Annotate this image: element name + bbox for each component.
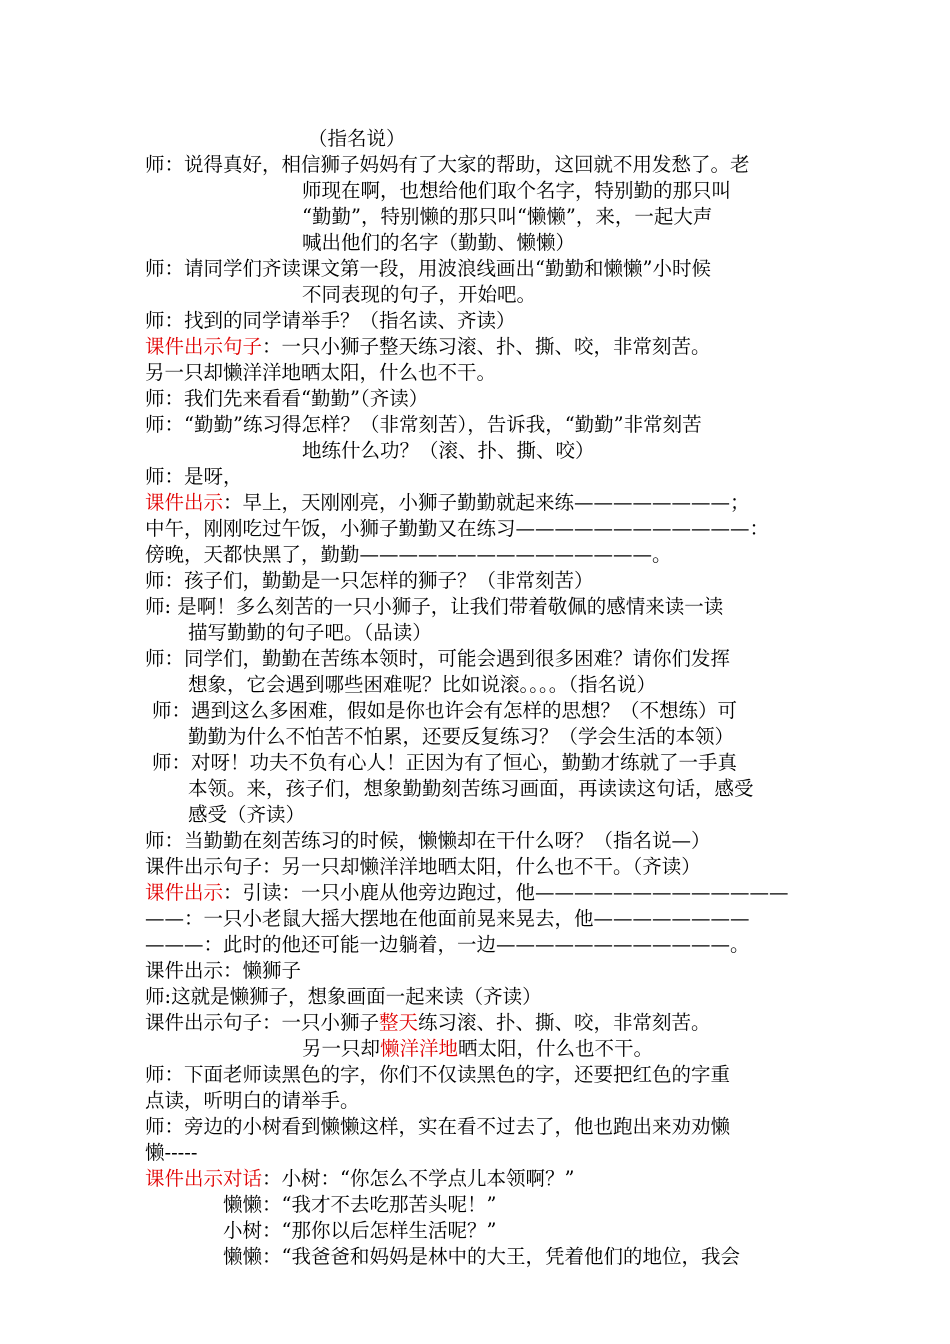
text-line: 另一只却懒洋洋地晒太阳，什么也不干。 bbox=[145, 361, 497, 384]
text-line: 课件出示句子：另一只却懒洋洋地晒太阳，什么也不干。（齐读） bbox=[145, 855, 701, 878]
text-segment: ：一只小狮子整天练习滚、扑、撕、咬，非常刻苦。 bbox=[262, 335, 711, 358]
text-line bbox=[302, 1036, 653, 1062]
text-line: 感受（齐读） bbox=[188, 803, 306, 826]
text-line: 懒----- bbox=[145, 1141, 198, 1164]
text-line: 师现在啊，也想给他们取个名字，特别勤的那只叫 bbox=[302, 179, 732, 202]
text-line: 地练什么功？（滚、扑、撕、咬） bbox=[302, 439, 595, 462]
text-line: 懒懒：“我爸爸和妈妈是林中的大王，凭着他们的地位，我会 bbox=[223, 1245, 740, 1268]
text-line: 师：旁边的小树看到懒懒这样，实在看不过去了，他也跑出来劝劝懒 bbox=[145, 1115, 731, 1138]
text-line: 师：说得真好，相信狮子妈妈有了大家的帮助，这回就不用发愁了。老 bbox=[145, 153, 750, 176]
red-highlight: 懒洋洋地 bbox=[380, 1037, 459, 1060]
red-label: 课件出示 bbox=[145, 881, 224, 904]
text-line: 懒懒：“我才不去吃那苦头呢！” bbox=[223, 1193, 497, 1216]
text-line: 课件出示：懒狮子 bbox=[145, 959, 302, 982]
text-line: 师：同学们，勤勤在苦练本领时，可能会遇到很多困难？请你们发挥 bbox=[145, 647, 731, 670]
text-line: 师：对呀！功夫不负有心人！正因为有了恒心，勤勤才练就了一手真 bbox=[152, 751, 738, 774]
text-line: 描写勤勤的句子吧。（品读） bbox=[188, 621, 432, 644]
text-line: 师：是呀， bbox=[145, 465, 243, 488]
text-line: 师：下面老师读黑色的字，你们不仅读黑色的字，还要把红色的字重 bbox=[145, 1063, 731, 1086]
text-line: 师: 是啊！多么刻苦的一只小狮子，让我们带着敬佩的感情来读一读 bbox=[145, 595, 724, 618]
text-line: 不同表现的句子，开始吧。 bbox=[302, 283, 537, 306]
text-line: ——：一只小老鼠大摇大摆地在他面前晃来晃去，他———————— bbox=[145, 907, 750, 930]
text-line: 师:这就是懒狮子，想象画面一起来读（齐读） bbox=[145, 985, 542, 1008]
red-highlight: 整天 bbox=[379, 1011, 419, 1034]
red-label: 课件出示 bbox=[145, 491, 224, 514]
text-segment: 练习滚、扑、撕、咬，非常刻苦。 bbox=[418, 1011, 711, 1034]
text-line: （指名说） bbox=[308, 127, 406, 150]
text-line bbox=[145, 880, 789, 906]
text-line: ———：此时的他还可能一边躺着，一边————————————。 bbox=[145, 933, 750, 956]
text-segment: ：早上，天刚刚亮，小狮子勤勤就起来练————————； bbox=[223, 491, 750, 514]
text-line bbox=[145, 490, 750, 516]
text-segment: 另一只却 bbox=[302, 1037, 381, 1060]
red-label: 课件出示对话 bbox=[145, 1167, 263, 1190]
text-line: 师：请同学们齐读课文第一段，用波浪线画出“勤勤和懒懒”小时候 bbox=[145, 257, 711, 280]
text-line: 师：当勤勤在刻苦练习的时候，懒懒却在干什么呀？（指名说—） bbox=[145, 829, 711, 852]
text-line: 喊出他们的名字（勤勤、懒懒） bbox=[302, 231, 576, 254]
text-segment: 晒太阳，什么也不干。 bbox=[458, 1037, 654, 1060]
text-line: “勤勤”，特别懒的那只叫“懒懒”，来，一起大声 bbox=[302, 205, 713, 228]
text-segment: 课件出示句子：一只小狮子 bbox=[145, 1011, 380, 1034]
text-line: 师：“勤勤”练习得怎样？（非常刻苦），告诉我，“勤勤”非常刻苦 bbox=[145, 413, 702, 436]
text-line: 勤勤为什么不怕苦不怕累，还要反复练习？（学会生活的本领） bbox=[188, 725, 735, 748]
text-line: 师：孩子们，勤勤是一只怎样的狮子？（非常刻苦） bbox=[145, 569, 594, 592]
text-line bbox=[145, 1010, 711, 1036]
text-line bbox=[145, 1166, 574, 1192]
text-line bbox=[145, 334, 711, 360]
text-line: 师：找到的同学请举手？（指名读、齐读） bbox=[145, 309, 516, 332]
text-segment: ：小树：“你怎么不学点儿本领啊？” bbox=[262, 1167, 575, 1190]
text-line: 傍晚，天都快黑了，勤勤———————————————。 bbox=[145, 543, 672, 566]
text-line: 师：遇到这么多困难，假如是你也许会有怎样的思想？（不想练）可 bbox=[152, 699, 738, 722]
text-line: 想象，它会遇到哪些困难呢？比如说滚。。。。（指名说） bbox=[188, 673, 657, 696]
text-line: 本领。来，孩子们，想象勤勤刻苦练习画面，再读读这句话，感受 bbox=[188, 777, 754, 800]
text-segment: ：引读：一只小鹿从他旁边跑过，他————————————— bbox=[223, 881, 789, 904]
text-line: 小树：“那你以后怎样生活呢？” bbox=[223, 1219, 497, 1242]
text-line: 中午，刚刚吃过午饭，小狮子勤勤又在练习————————————： bbox=[145, 517, 770, 540]
red-label: 课件出示句子 bbox=[145, 335, 263, 358]
text-line: 点读，听明白的请举手。 bbox=[145, 1089, 360, 1112]
text-line: 师：我们先来看看“勤勤”（齐读） bbox=[145, 387, 429, 410]
